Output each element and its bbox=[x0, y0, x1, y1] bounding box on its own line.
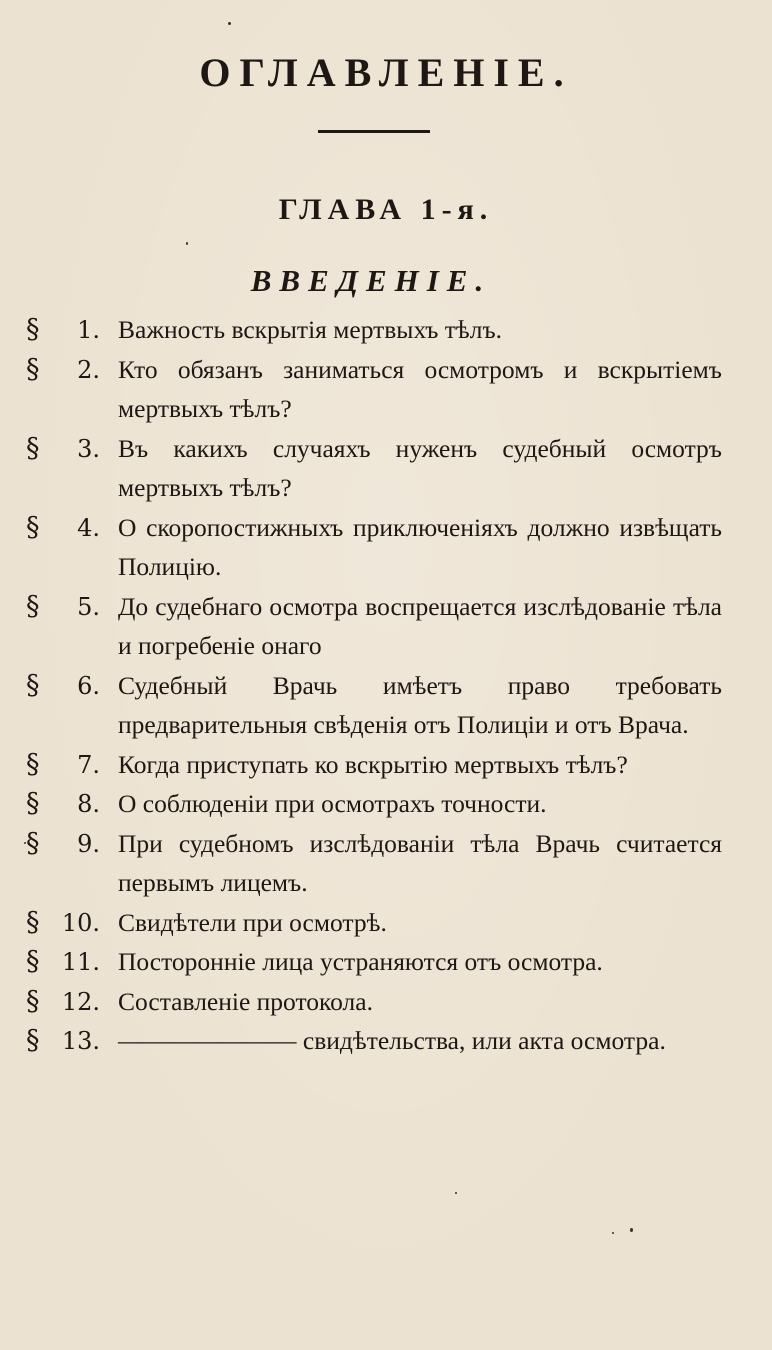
contents-entry-4 bbox=[0, 508, 772, 587]
paragraph-sign: § bbox=[26, 511, 40, 543]
paragraph-sign: § bbox=[26, 985, 40, 1017]
contents-entry-9 bbox=[0, 824, 772, 903]
entry-text: Свидѣтели при осмотрѣ. bbox=[118, 907, 387, 937]
section-heading: ВВЕДЕНІЕ. bbox=[250, 263, 492, 298]
paragraph-sign: § bbox=[26, 906, 40, 938]
contents-entry-7 bbox=[0, 745, 772, 785]
entry-text: Кто обязанъ заниматься осмотромъ и вскрытіемъ мертвыхъ тѣлъ? bbox=[118, 354, 722, 423]
entry-number: 6. bbox=[77, 671, 100, 700]
entry-text: Составленіе протокола. bbox=[118, 986, 373, 1016]
paragraph-sign: § bbox=[26, 946, 40, 977]
entry-text: О скоропостижныхъ приключеніяхъ должно извѣщать Полицію. bbox=[118, 512, 722, 581]
paragraph-sign: § bbox=[26, 432, 40, 464]
entry-number: 5. bbox=[77, 592, 100, 621]
entry-number: 13. bbox=[61, 1027, 100, 1055]
paragraph-sign: § bbox=[26, 314, 40, 345]
entry-text: До судебнаго осмотра воспрещается изслѣдованіе тѣла и погребеніе онаго bbox=[118, 591, 722, 660]
contents-entry-13 bbox=[0, 1021, 772, 1061]
entry-number: 7. bbox=[77, 750, 100, 779]
entry-text: Важность вскрытія мертвыхъ тѣлъ. bbox=[118, 315, 503, 344]
entry-number: 2. bbox=[77, 355, 100, 384]
paper-speck bbox=[186, 242, 188, 245]
contents-entry-12 bbox=[0, 982, 772, 1022]
contents-list bbox=[0, 310, 772, 1061]
chapter-heading: ГЛАВА 1-я. bbox=[278, 193, 494, 226]
contents-entry-11 bbox=[0, 942, 772, 982]
contents-entry-10 bbox=[0, 903, 772, 943]
paragraph-sign: § bbox=[26, 748, 40, 780]
paragraph-sign: § bbox=[26, 353, 40, 385]
paragraph-sign: § bbox=[26, 788, 40, 819]
entry-text: Судебный Врачь имѣетъ право требовать предварительныя свѣденія отъ Полиціи и отъ Врача. bbox=[118, 670, 722, 739]
paragraph-sign: § bbox=[26, 1025, 40, 1056]
contents-entry-1 bbox=[0, 310, 772, 350]
contents-entry-5 bbox=[0, 587, 772, 666]
contents-entry-2 bbox=[0, 350, 772, 429]
entry-number: 8. bbox=[77, 790, 100, 818]
entry-number: 1. bbox=[77, 316, 100, 344]
paragraph-sign: § bbox=[26, 590, 40, 622]
page-title: ОГЛАВЛЕНІЕ. bbox=[199, 50, 573, 95]
paper-speck bbox=[630, 1228, 633, 1232]
paragraph-sign: § bbox=[26, 827, 40, 859]
paper-speck bbox=[24, 842, 26, 844]
contents-entry-3 bbox=[0, 429, 772, 508]
paper-speck bbox=[612, 1232, 614, 1234]
entry-number: 4. bbox=[77, 513, 100, 542]
entry-text: Посторонніе лица устраняются отъ осмотра. bbox=[118, 947, 603, 976]
contents-entry-8 bbox=[0, 784, 772, 824]
contents-entry-6 bbox=[0, 666, 772, 745]
entry-number: 11. bbox=[61, 948, 100, 976]
entry-text: Когда приступать ко вскрытію мертвыхъ тѣлъ? bbox=[118, 749, 628, 779]
entry-text: О соблюденіи при осмотрахъ точности. bbox=[118, 789, 547, 818]
paper-speck bbox=[228, 22, 231, 25]
entry-number: 9. bbox=[77, 829, 100, 858]
entry-text: Въ какихъ случаяхъ нуженъ судебный осмотръ мертвыхъ тѣлъ? bbox=[118, 433, 722, 502]
entry-text: При судебномъ изслѣдованіи тѣла Врачь считается первымъ лицемъ. bbox=[118, 828, 722, 897]
entry-number: 12. bbox=[61, 987, 100, 1016]
paper-speck bbox=[455, 1192, 457, 1194]
paragraph-sign: § bbox=[26, 669, 40, 701]
entry-number: 3. bbox=[77, 434, 100, 463]
entry-number: 10. bbox=[61, 908, 100, 937]
entry-text: ——————— свидѣтельства, или акта осмотра. bbox=[118, 1026, 666, 1055]
title-rule bbox=[318, 130, 430, 133]
